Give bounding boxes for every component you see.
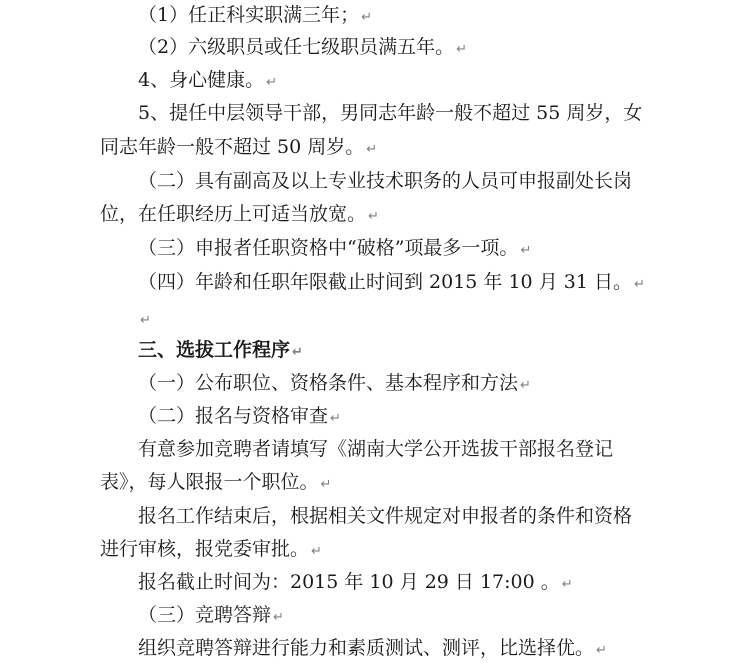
text-line: 报名截止时间为：2015 年 10 月 29 日 17:00 。 ↵ [138,571,573,593]
return-mark-icon: ↵ [292,345,303,360]
text-line: 5、提任中层领导干部，男同志年龄一般不超过 55 周岁，女 [138,102,643,124]
text-line: （三）竞聘答辩 ↵ [138,604,284,626]
return-mark-icon: ↵ [273,610,284,625]
section-heading: 三、选拔工作程序 ↵ [138,339,303,361]
return-mark-icon: ↵ [140,313,151,328]
text-line: 报名工作结束后，根据相关文件规定对申报者的条件和资格 [138,505,633,527]
text-line: 同志年龄一般不超过 50 周岁。 ↵ [100,136,378,158]
return-mark-icon: ↵ [311,544,322,559]
text-line: （2）六级职员或任七级职员满五年。 ↵ [138,36,467,58]
text-line: 有意参加竞聘者请填写《湖南大学公开选拔干部报名登记 [138,438,614,460]
return-mark-icon: ↵ [330,411,341,426]
text-line: 组织竞聘答辩进行能力和素质测试、测评，比选择优。 ↵ [138,637,607,659]
return-mark-icon: ↵ [520,378,531,393]
return-mark-icon: ↵ [361,10,372,25]
empty-line [138,306,151,330]
return-mark-icon: ↵ [520,243,532,258]
text-line: （四）年龄和任职年限截止时间到 2015 年 10 月 31 日。 ↵ [138,271,645,293]
text-line: 4、身心健康。 ↵ [138,69,277,91]
return-mark-icon: ↵ [561,577,573,592]
text-line: 进行审核，报党委审批。 ↵ [100,538,322,560]
return-mark-icon: ↵ [320,477,332,492]
text-line: （二）具有副高及以上专业技术职务的人员可申报副处长岗 [138,170,633,192]
return-mark-icon: ↵ [633,277,645,292]
text-line: 表》，每人限报一个职位。 ↵ [100,471,332,493]
text-line: 位，在任职经历上可适当放宽。 ↵ [100,203,379,225]
return-mark-icon: ↵ [368,209,379,224]
return-mark-icon: ↵ [266,75,277,90]
text-line: （三）申报者任职资格中“破格”项最多一项。 ↵ [138,237,532,259]
return-mark-icon: ↵ [456,42,467,57]
return-mark-icon: ↵ [366,142,378,157]
text-line: （1）任正科实职满三年； ↵ [138,4,372,26]
return-mark-icon: ↵ [596,643,607,658]
text-line: （二）报名与资格审查 ↵ [138,405,341,427]
text-line: （一）公布职位、资格条件、基本程序和方法 ↵ [138,372,531,394]
